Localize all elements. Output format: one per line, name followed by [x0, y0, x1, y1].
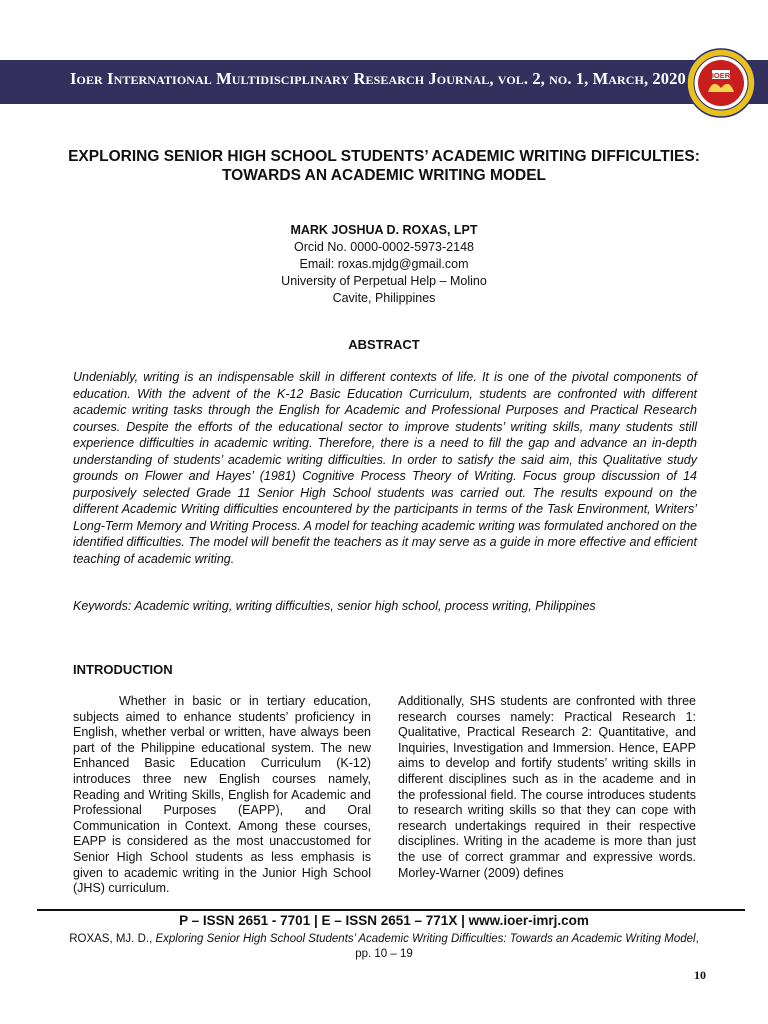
journal-logo — [686, 48, 756, 118]
author-orcid: Orcid No. 0000-0002-5973-2148 — [294, 240, 474, 254]
author-affiliation: University of Perpetual Help – Molino — [281, 274, 487, 288]
footer-citation — [60, 932, 708, 962]
introduction-right-paragraph: Additionally, SHS students are confronted with three research courses namely: Practical Research 1: Qualitative, Practical Research 2: Quantitative, and Inquiries, Investigation and Immersion. Hence, EAPP aims to develop and fortify students’ writing skills in different disciplines such as in the academe and in the professional field. The course introduces students to research writing skills so that they can cope with research undertakings required in their respective disciplines. Writing in the academe is more than just the use of correct grammar and expressive words. Morley-Warner (2009) defines — [398, 694, 696, 880]
introduction-right-column — [398, 694, 696, 904]
abstract-body: Undeniably, writing is an indispensable skill in different contexts of life. It is one of the pivotal components of education. With the advent of the K-12 Basic Education Curriculum, students are confronted with different academic writing tasks through the English for Academic and Professional Purposes and Practical Research courses. Despite the efforts of the educational sector to improve students’ writing skills, many students still experience difficulties in academic writing. Therefore, there is a need to fill the gap and advance an in-depth understanding of students’ academic writing difficulties. In order to satisfy the said aim, this Qualitative study grounds on Flower and Hayes’ (1981) Cognitive Process Theory of Writing. Focus group discussion of 14 purposively selected Grade 11 Senior High School students was carried out. The results expound on the different Academic Writing difficulties encountered by the participants in terms of the Task Environment, Writers’ Long-Term Memory and Writing Process. A model for teaching academic writing was formulated anchored on the identified difficulties. The model will benefit the teachers as it may serve as a guide in more effective and efficient teaching of academic writing. — [73, 370, 697, 566]
citation-title: Exploring Senior High School Students’ Academic Writing Difficulties: Towards an Academic Writing Model — [155, 933, 696, 945]
footer-rule — [37, 909, 745, 911]
journal-header-title: Ioer International Multidisciplinary Research Journal, vol. 2, no. 1, March, 2020 — [70, 69, 686, 88]
introduction-left-column — [73, 694, 371, 904]
author-block — [180, 222, 588, 307]
introduction-heading: INTRODUCTION — [73, 662, 173, 677]
paper-title: EXPLORING SENIOR HIGH SCHOOL STUDENTS’ ACADEMIC WRITING DIFFICULTIES: TOWARDS AN ACADEMIC WRITING MODEL — [68, 148, 700, 184]
author-email: Email: roxas.mjdg@gmail.com — [299, 257, 469, 271]
author-location: Cavite, Philippines — [332, 291, 436, 305]
page-number: 10 — [694, 968, 706, 982]
abstract-heading: ABSTRACT — [348, 337, 420, 352]
citation-author: ROXAS, MJ. D., — [69, 933, 156, 945]
introduction-left-paragraph: Whether in basic or in tertiary education, subjects aimed to enhance students’ proficiency in English, whether verbal or written, have always been part of the Philippine educational system. The new Enhanced Basic Education Curriculum (K-12) introduces three new English courses namely, Reading and Writing Skills, English for Academic and Professional Purposes (EAPP), and Oral Communication in Context. Among these courses, EAPP is considered as the most unaccustomed for Senior High School students as less emphasis is given to academic writing in the Junior High School (JHS) curriculum. — [73, 694, 371, 896]
author-name: MARK JOSHUA D. ROXAS, LPT — [290, 223, 478, 237]
logo-text: IOER — [711, 71, 731, 80]
footer-issn: P – ISSN 2651 - 7701 | E – ISSN 2651 – 771X | www.ioer-imrj.com — [179, 913, 589, 928]
keywords: Keywords: Academic writing, writing difficulties, senior high school, process writing, Philippines — [73, 599, 596, 613]
citation-pages: , pp. 10 – 19 — [355, 933, 699, 960]
